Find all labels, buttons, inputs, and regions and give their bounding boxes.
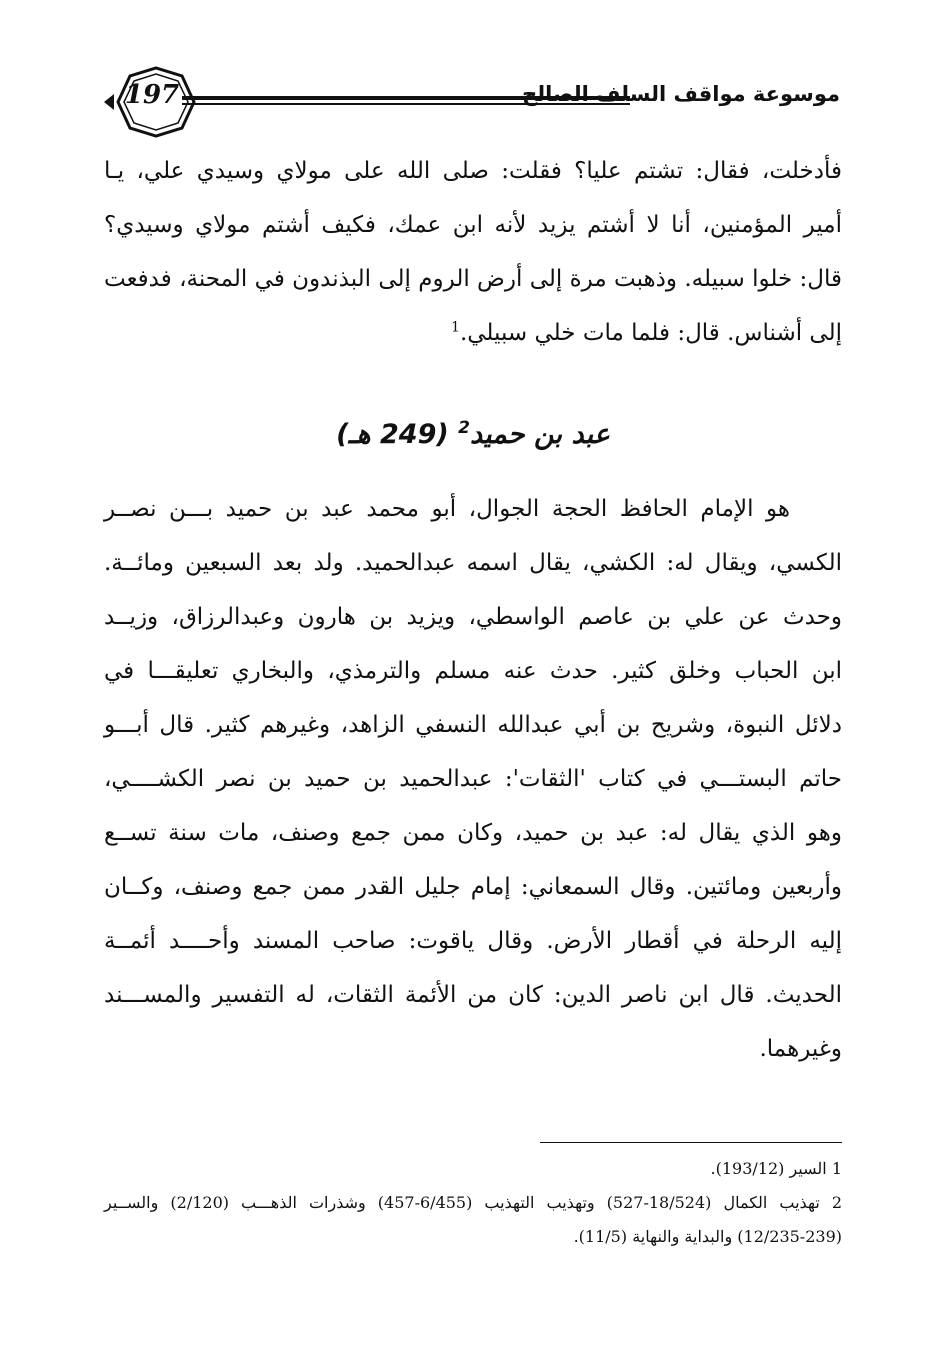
page-header — [100, 62, 840, 152]
footnote-item: 1 السير (193/12). — [710, 1159, 842, 1178]
text-line: فأدخلت، فقال: تشتم عليا؟ فقلت: صلى الله على مولاي وسيدي علي، يـا — [104, 158, 842, 184]
book-title: موسوعة مواقف السلف الصالح — [522, 82, 840, 106]
footnote-divider — [540, 1142, 842, 1143]
heading-footnote-ref: 2 — [458, 418, 470, 438]
text-line: هو الإمام الحافظ الحجة الجوال، أبو محمد عبد بن حميد بـــن نصــر — [104, 496, 790, 522]
text-line: إليه الرحلة في أقطار الأرض. وقال ياقوت: صاحب المسند وأحــــد أئمــة — [104, 928, 842, 954]
text-line: أمير المؤمنين، أنا لا أشتم يزيد لأنه ابن عمك، فكيف أشتم مولاي وسيدي؟ — [104, 212, 842, 238]
text-line: حاتم البستـــي في كتاب 'الثقات': عبدالحميد بن حميد بن نصر الكشــــي، — [104, 766, 842, 792]
text-line: الكسي، ويقال له: الكشي، يقال اسمه عبدالحميد. ولد بعد السبعين ومائــة. — [104, 550, 842, 576]
text-line: دلائل النبوة، وشريح بن أبي عبدالله النسفي الزاهد، وغيرهم كثير. قال أبـــو — [104, 712, 842, 738]
text-line: إلى أشناس. قال: فلما مات خلي سبيلي. — [459, 320, 842, 346]
text-line: وغيرهما. — [759, 1036, 842, 1062]
top-paragraph — [104, 144, 842, 360]
text-line: وحدث عن علي بن عاصم الواسطي، ويزيد بن هارون وعبدالرزاق، وزيــد — [104, 604, 842, 630]
text-line: الحديث. قال ابن ناصر الدين: كان من الأئمة الثقات، له التفسير والمســـند — [104, 982, 842, 1008]
heading-name: عبد بن حميد — [469, 419, 610, 450]
text-line-with-footnote — [104, 306, 842, 360]
footnotes — [104, 1152, 842, 1254]
page-number-badge — [100, 62, 210, 142]
text-line: وهو الذي يقال له: عبد بن حميد، وكان ممن جمع وصنف، مات سنة تســع — [104, 820, 842, 846]
text-line: قال: خلوا سبيله. وذهبت مرة إلى أرض الروم إلى البذندون في المحنة، فدفعت — [104, 266, 842, 292]
section-heading — [104, 418, 842, 450]
text-line: ابن الحباب وخلق كثير. حدث عنه مسلم والترمذي، والبخاري تعليقـــا في — [104, 658, 842, 684]
page-number: 197 — [124, 80, 180, 110]
footnote-item: (12/235-239) والبداية والنهاية (11/5). — [573, 1227, 842, 1246]
heading-date: (249 هـ) — [336, 419, 449, 450]
text-line: وأربعين ومائتين. وقال السمعاني: إمام جليل القدر ممن جمع وصنف، وكــان — [104, 874, 842, 900]
footnote-item: 2 تهذيب الكمال (18/524-527) وتهذيب التهذيب (6/455-457) وشذرات الذهـــب (2/120) والســير — [104, 1193, 843, 1212]
footnote-ref: 1 — [451, 319, 460, 336]
biography-paragraph — [104, 482, 842, 1076]
